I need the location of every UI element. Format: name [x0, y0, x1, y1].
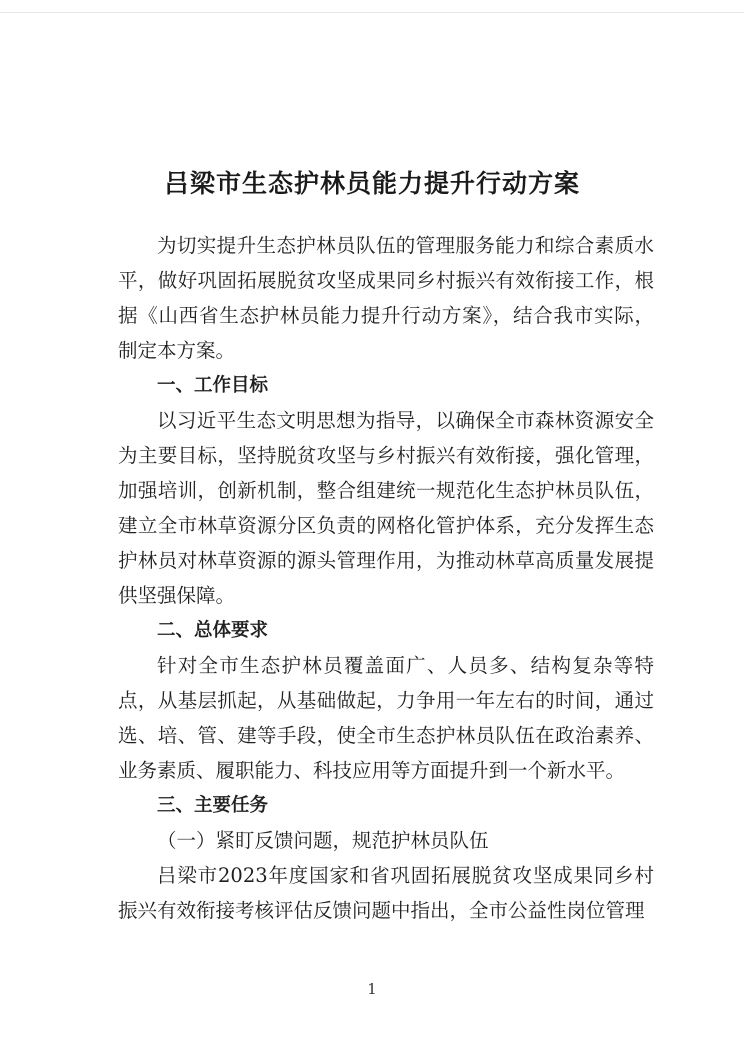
section-heading-main-tasks: 三、主要任务	[157, 795, 269, 816]
section-paragraph-work-goals: 以习近平生态文明思想为指导，以确保全市森林资源安全为主要目标，坚持脱贫攻坚与乡村振兴有效衔接，强化管理，加强培训，创新机制，整合组建统一规范化生态护林员队伍，建立全市林草资源分区负责的网格化管护体系，充分发挥生态护林员对林草资源的源头管理作用，为推动林草高质量发展提供坚强保障。	[118, 409, 654, 607]
section-paragraph-general-requirements: 针对全市生态护林员覆盖面广、人员多、结构复杂等特点，从基层抓起，从基础做起，力争用一年左右的时间，通过选、培、管、建等手段，使全市生态护林员队伍在政治素养、业务素质、履职能力、科技应用等方面提升到一个新水平。	[118, 654, 654, 782]
subsection-heading-feedback-issues: （一）紧盯反馈问题，规范护林员队伍	[157, 829, 489, 852]
section-heading-general-requirements: 二、总体要求	[157, 620, 269, 641]
document-body	[118, 228, 654, 928]
page-top-edge	[0, 12, 744, 13]
document-title: 吕梁市生态护林员能力提升行动方案	[163, 169, 580, 198]
subsection-paragraph-feedback-issues: 吕梁市2023年度国家和省巩固拓展脱贫攻坚成果同乡村振兴有效衔接考核评估反馈问题中指出，全市公益性岗位管理	[118, 864, 654, 922]
section-heading-work-goals: 一、工作目标	[157, 375, 269, 396]
page-number: 1	[367, 980, 377, 998]
intro-paragraph: 为切实提升生态护林员队伍的管理服务能力和综合素质水平，做好巩固拓展脱贫攻坚成果同乡村振兴有效衔接工作，根据《山西省生态护林员能力提升行动方案》，结合我市实际，制定本方案。	[118, 234, 654, 362]
